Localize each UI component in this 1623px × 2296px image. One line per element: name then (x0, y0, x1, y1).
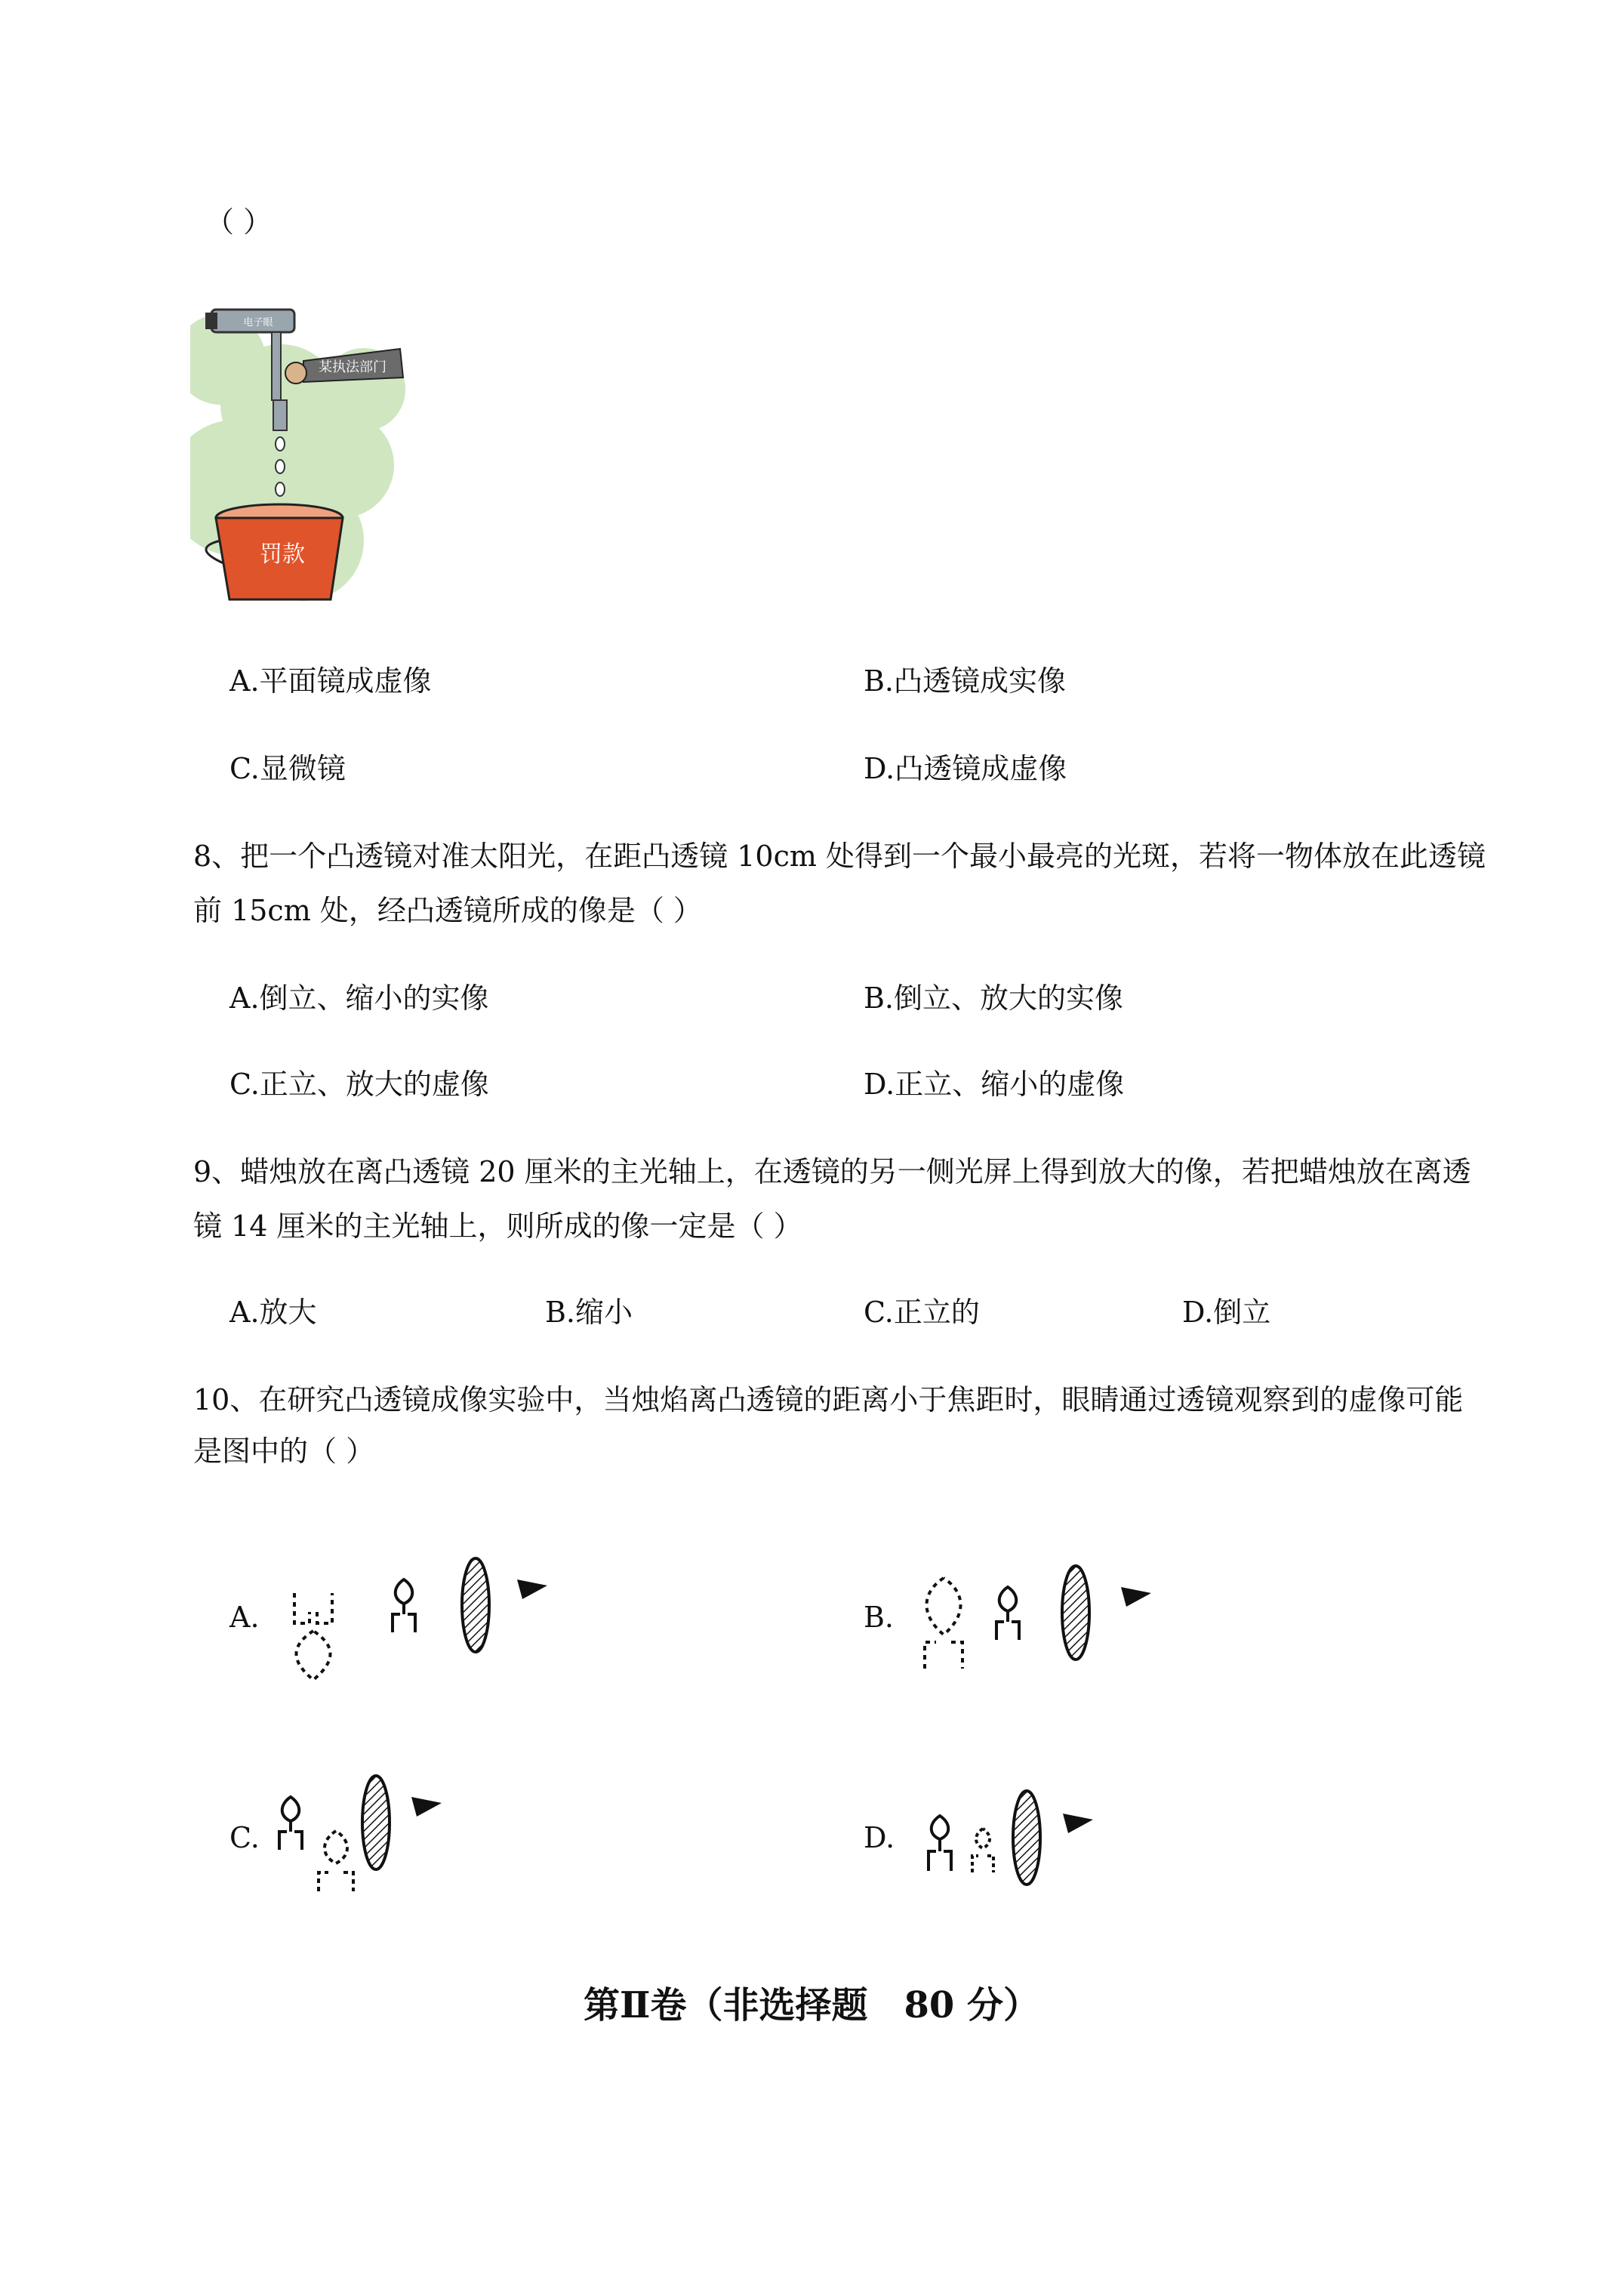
q9-option-b: B.缩小 (545, 1296, 633, 1329)
q9-option-a: A.放大 (229, 1296, 317, 1329)
option-letter: C. (229, 752, 260, 785)
section-title: 第Ⅱ卷（非选择题 80 分） (584, 1984, 1039, 2026)
prev-option-a (229, 664, 432, 698)
q8-option-d: D.正立、缩小的虚像 (864, 1068, 1125, 1101)
q10-option-c-figure (264, 1759, 491, 1910)
prev-option-d (864, 752, 1067, 785)
q10-option-a-figure (287, 1540, 589, 1691)
answer-bracket: （ ） (205, 205, 273, 239)
prev-option-c (229, 752, 346, 785)
q10-option-b-label: B. (864, 1601, 895, 1634)
option-text: 平面镜成虚像 (259, 664, 432, 698)
q10-option-a-label: A. (229, 1601, 260, 1634)
option-letter: A. (229, 664, 260, 698)
svg-text:某执法部门: 某执法部门 (319, 359, 387, 375)
bucket-icon (206, 504, 343, 599)
q10-option-c-label: C. (229, 1821, 260, 1854)
q10-line1: 10、在研究凸透镜成像实验中，当烛焰离凸透镜的距离小于焦距时，眼睛通过透镜观察到的虚像可能 (193, 1383, 1464, 1416)
bucket-text: 罚款 (260, 541, 305, 568)
option-text: 凸透镜成虚像 (895, 752, 1067, 785)
eye-icon (411, 1797, 442, 1817)
option-text: 显微镜 (259, 752, 346, 785)
option-letter: D. (864, 752, 895, 785)
eye-icon (1121, 1587, 1151, 1607)
q9-line2: 镜 14 厘米的主光轴上，则所成的像一定是（ ） (193, 1210, 802, 1243)
q8-line1: 8、把一个凸透镜对准太阳光，在距凸透镜 10cm 处得到一个最小最亮的光斑，若将一物体放在此透镜 (193, 840, 1486, 873)
q8-option-c: C.正立、放大的虚像 (229, 1068, 489, 1101)
penalty-cartoon-image (190, 299, 417, 604)
q8-option-b: B.倒立、放大的实像 (864, 982, 1124, 1015)
option-text: 凸透镜成实像 (894, 664, 1067, 698)
camera-icon (205, 310, 294, 332)
prev-option-b (864, 664, 1066, 698)
svg-text:罚款 (260, 541, 305, 568)
q10-option-b-figure (913, 1540, 1215, 1691)
svg-text:电子眼: 电子眼 (243, 317, 273, 328)
q9-line1: 9、蜡烛放在离凸透镜 20 厘米的主光轴上，在透镜的另一侧光屏上得到放大的像，若把蜡烛放在离透 (193, 1155, 1471, 1188)
option-letter: B. (864, 664, 895, 698)
q8-option-a: A.倒立、缩小的实像 (229, 982, 489, 1015)
q10-option-d-label: D. (864, 1821, 895, 1854)
q9-option-c: C.正立的 (864, 1296, 980, 1329)
q8-line2: 前 15cm 处，经凸透镜所成的像是（ ） (193, 894, 702, 927)
eye-icon (1063, 1814, 1093, 1833)
q10-option-d-figure (913, 1759, 1140, 1910)
eye-icon (517, 1579, 547, 1599)
q10-line2: 是图中的（ ） (193, 1435, 375, 1468)
q9-option-d: D.倒立 (1182, 1296, 1271, 1329)
